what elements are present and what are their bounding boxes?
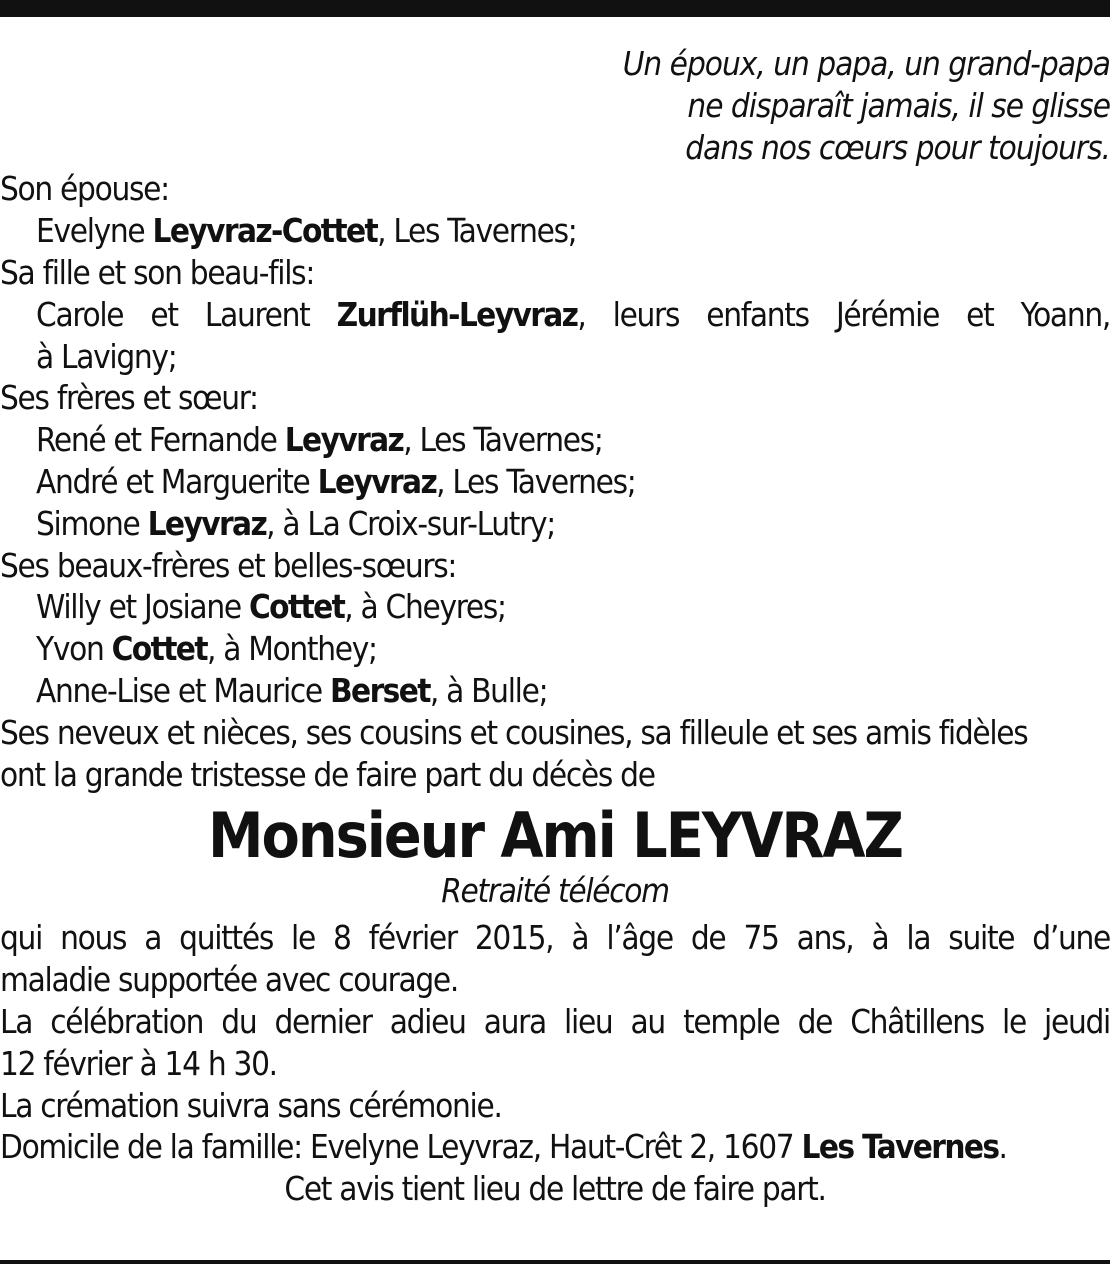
daughter-entry: Carole et Laurent Zurflüh-Leyvraz, leurs enfants Jérémie et Yoann, bbox=[36, 294, 1110, 334]
daughter-place: à Lavigny; bbox=[36, 336, 177, 376]
inlaw-entry: Anne-Lise et Maurice Berset, à Bulle; bbox=[36, 670, 548, 710]
surname: Leyvraz bbox=[147, 503, 267, 543]
closing-line: Cet avis tient lieu de lettre de faire part. bbox=[284, 1169, 826, 1209]
obituary-notice bbox=[0, 43, 1110, 1210]
daughter-heading: Sa fille et son beau-fils: bbox=[0, 252, 315, 292]
spouse-entry: Evelyne Leyvraz-Cottet, Les Tavernes; bbox=[36, 211, 577, 251]
domicile-line: Domicile de la famille: Evelyne Leyvraz, Haut-Crêt 2, 1607 Les Tavernes. bbox=[0, 1127, 1007, 1167]
death-line: maladie supportée avec courage. bbox=[0, 960, 459, 1000]
surname: Cottet bbox=[248, 587, 345, 627]
surname: Berset bbox=[330, 670, 430, 710]
ceremony-line: La célébration du dernier adieu aura lieu au temple de Châtillens le jeudi bbox=[0, 1001, 1110, 1041]
cremation-line: La crémation suivra sans cérémonie. bbox=[0, 1085, 502, 1125]
surname: Leyvraz bbox=[284, 420, 404, 460]
others-line: ont la grande tristesse de faire part du décès de bbox=[0, 754, 655, 794]
domicile-town: Les Tavernes bbox=[801, 1127, 999, 1167]
deceased-title: Retraité télécom bbox=[441, 871, 669, 911]
epigraph bbox=[0, 43, 1110, 168]
epigraph-line: Un époux, un papa, un grand-papa bbox=[622, 44, 1110, 83]
surname: Cottet bbox=[111, 629, 207, 669]
surname: Leyvraz-Cottet bbox=[152, 211, 378, 251]
ceremony-line: 12 février à 14 h 30. bbox=[0, 1043, 277, 1083]
surname: Leyvraz bbox=[317, 461, 437, 501]
inlaw-entry: Yvon Cottet, à Monthey; bbox=[36, 629, 377, 669]
epigraph-line: ne disparaît jamais, il se glisse bbox=[687, 85, 1110, 125]
sibling-entry: Simone Leyvraz, à La Croix-sur-Lutry; bbox=[36, 503, 556, 543]
spouse-heading: Son épouse: bbox=[0, 169, 169, 209]
siblings-heading: Ses frères et sœur: bbox=[0, 378, 258, 418]
inlaw-entry: Willy et Josiane Cottet, à Cheyres; bbox=[36, 587, 506, 627]
death-line: qui nous a quittés le 8 février 2015, à l’âge de 75 ans, à la suite d’une bbox=[0, 918, 1110, 958]
sibling-entry: André et Marguerite Leyvraz, Les Tavernes; bbox=[36, 461, 636, 501]
epigraph-line: dans nos cœurs pour toujours. bbox=[685, 127, 1110, 167]
others-line: Ses neveux et nièces, ses cousins et cousines, sa filleule et ses amis fidèles bbox=[0, 712, 1028, 752]
top-rule bbox=[0, 0, 1110, 17]
bottom-rule bbox=[0, 1260, 1110, 1264]
inlaws-heading: Ses beaux-frères et belles-sœurs: bbox=[0, 545, 457, 585]
deceased-name: Monsieur Ami LEYVRAZ bbox=[208, 799, 902, 873]
sibling-entry: René et Fernande Leyvraz, Les Tavernes; bbox=[36, 420, 603, 460]
surname: Zurflüh-Leyvraz bbox=[336, 294, 578, 334]
